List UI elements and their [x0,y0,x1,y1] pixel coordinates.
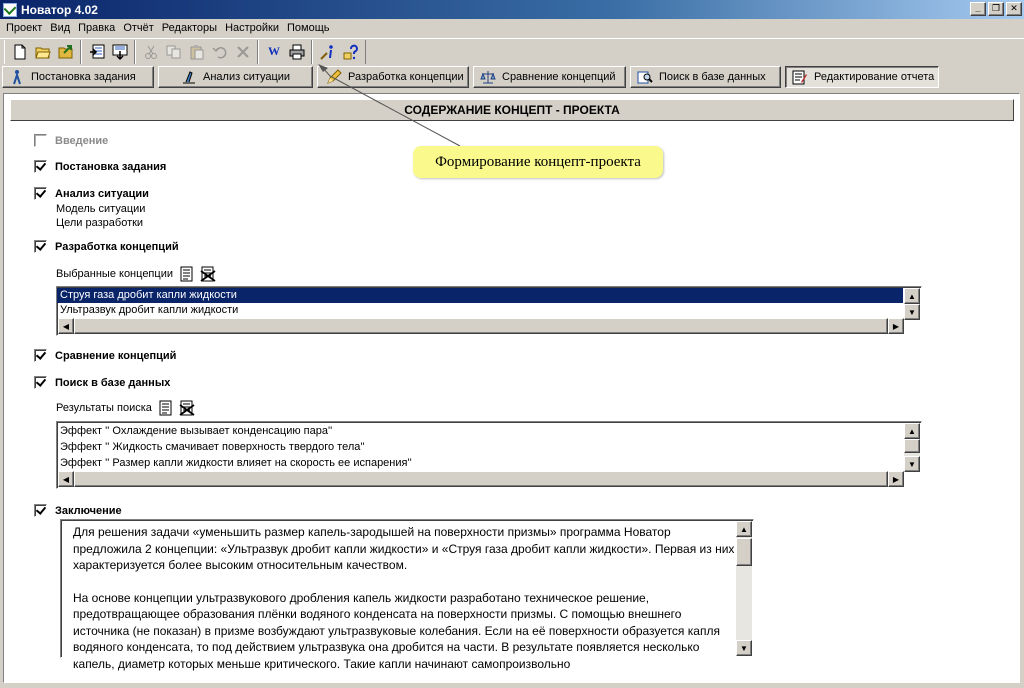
scroll-up-icon[interactable]: ▲ [904,288,920,304]
scroll-down-icon[interactable]: ▼ [736,640,752,656]
new-file-icon [12,44,28,60]
analysis-item-goals: Цели разработки [56,217,144,229]
menu-report[interactable]: Отчёт [123,22,154,34]
tab-database-search[interactable] [630,66,781,88]
comparison-label: Сравнение концепций [55,349,177,362]
open-button[interactable] [31,41,54,63]
concepts-label: Разработка концепций [55,240,179,253]
edit-tools [135,40,258,64]
undo-button[interactable] [208,41,231,63]
scroll-thumb[interactable] [736,538,752,566]
list-item[interactable]: Струя газа дробит капли жидкости [57,288,903,303]
delete-icon [235,44,251,60]
analysis-icon [181,69,197,85]
conclusion-textarea[interactable] [60,519,754,671]
list-item[interactable]: Эффект '' Размер капли жидкости влияет на скорость ее испарения'' [60,457,412,469]
close-button[interactable]: ✕ [1006,2,1022,16]
concepts-listbox[interactable] [56,286,922,336]
add-item-icon[interactable] [179,266,195,282]
concepts-list-label: Выбранные концепции [56,268,173,280]
scroll-up-icon[interactable]: ▲ [904,423,920,439]
search-section [34,376,170,389]
paste-icon [189,44,205,60]
menu-editors[interactable]: Редакторы [161,22,218,34]
analysis-section [34,187,149,200]
analysis-checkbox[interactable] [34,187,47,200]
conclusion-paragraph: Для решения задачи «уменьшить размер капель-зародышей на поверхности призмы» программа Новатор предложила 2 концепции: «Ультразвук дробит капли жидкости» и «Струя газа дробит капли жидкости». Первая из них характеризуется более высоким относительным качеством. [73,525,735,572]
analysis-label: Анализ ситуации [55,187,149,200]
add-result-icon[interactable] [158,400,174,416]
menu-bar [0,19,1024,37]
conclusion-label: Заключение [55,504,122,517]
app-icon [3,3,17,17]
scroll-thumb[interactable] [74,471,888,487]
window-controls [970,2,1022,16]
callout-annotation: Формирование концепт-проекта [413,146,663,178]
scroll-down-icon[interactable]: ▼ [904,456,920,472]
cut-icon [143,44,159,60]
minimize-button[interactable]: _ [970,2,986,16]
export-button[interactable] [85,41,108,63]
tab-analysis-label: Анализ ситуации [203,71,291,83]
menu-edit[interactable]: Правка [78,22,116,34]
save-icon [58,44,74,60]
scroll-left-icon[interactable]: ◀ [58,471,74,487]
search-results-header [56,400,195,416]
info-button[interactable] [316,41,339,63]
help-icon [343,44,359,60]
conclusion-checkbox[interactable] [34,504,47,517]
comparison-section [34,349,176,362]
search-results-listbox[interactable] [56,421,922,489]
concepts-horizontal-scrollbar[interactable] [58,318,904,334]
copy-button[interactable] [162,41,185,63]
import-button[interactable] [108,41,131,63]
scroll-thumb[interactable] [904,439,920,453]
remove-result-icon[interactable] [179,400,195,416]
intro-checkbox[interactable] [34,134,47,147]
menu-project[interactable]: Проект [6,22,43,34]
tab-report-editing[interactable] [785,66,939,88]
comparison-checkbox[interactable] [34,349,47,362]
concepts-section [34,240,179,253]
list-item[interactable]: Эффект '' Охлаждение вызывает конденсацию пара'' [60,425,333,437]
task-icon [9,69,25,85]
report-content-panel [3,93,1020,683]
tab-concept-development-label: Разработка концепции [348,71,464,83]
search-db-icon [637,69,653,85]
new-file-button[interactable] [8,41,31,63]
paste-button[interactable] [185,41,208,63]
concepts-vertical-scrollbar[interactable] [904,288,920,320]
tab-task-label: Постановка задания [31,71,136,83]
maximize-button[interactable]: ❐ [988,2,1004,16]
help-button[interactable] [339,41,362,63]
toolbar [0,38,1024,64]
save-button[interactable] [54,41,77,63]
scroll-left-icon[interactable]: ◀ [58,318,74,334]
exchange-tools [81,40,135,64]
tab-concept-comparison[interactable] [473,66,626,88]
import-icon [112,44,128,60]
tab-database-search-label: Поиск в базе данных [659,71,766,83]
file-tools [4,40,81,64]
search-vertical-scrollbar[interactable] [904,423,920,472]
task-section [34,160,166,173]
intro-label: Введение [55,134,109,147]
cut-button[interactable] [139,41,162,63]
menu-help[interactable]: Помощь [287,22,330,34]
title-bar [0,0,1024,19]
search-horizontal-scrollbar[interactable] [58,471,904,487]
undo-icon [212,44,228,60]
tab-report-editing-label: Редактирование отчета [814,71,935,83]
remove-item-icon[interactable] [200,266,216,282]
list-item[interactable]: Ультразвук дробит капли жидкости [60,304,239,316]
search-results-label: Результаты поиска [56,402,152,414]
report-tools [258,40,312,64]
intro-section [34,134,108,147]
word-export-letter: W [267,43,280,58]
tab-analysis[interactable] [158,66,313,88]
print-button[interactable] [285,41,308,63]
scroll-right-icon[interactable]: ▶ [888,318,904,334]
word-export-button[interactable] [262,41,285,63]
conclusion-text [73,524,735,688]
conclusion-section [34,504,122,517]
tab-task[interactable] [2,66,154,88]
help-tools [312,40,366,64]
menu-settings[interactable]: Настройки [225,22,279,34]
tab-concept-development[interactable] [317,66,469,88]
conclusion-paragraph: На основе концепции ультразвукового дробления капель жидкости разработано техническое решение, предотвращающее образования плёнки водяного конденсата на поверхности призмы. С помощью внешнего источника (не показан) в призме возбуждают ультразвуковые колебания. Если на её поверхности образуется капля водяного конденсата, то под действием ультразвука она дробится на части. В результате появляется несколько капель, диаметр которых меньше критического. Такие капли начинают самопроизвольно [73,590,720,671]
task-checkbox[interactable] [34,160,47,173]
export-icon [89,44,105,60]
list-item[interactable]: Эффект '' Жидкость смачивает поверхность твердого тела'' [60,441,365,453]
scroll-right-icon[interactable]: ▶ [888,471,904,487]
print-icon [289,44,305,60]
task-label: Постановка задания [55,160,167,173]
scales-icon [480,69,496,85]
pencil-icon [326,69,342,85]
analysis-item-model: Модель ситуации [56,203,146,215]
menu-view[interactable]: Вид [50,22,71,34]
scroll-up-icon[interactable]: ▲ [736,521,752,537]
delete-button[interactable] [231,41,254,63]
section-tabs [0,65,1024,89]
window-title: Новатор 4.02 [21,2,98,17]
copy-icon [166,44,182,60]
scroll-thumb[interactable] [74,318,888,334]
search-checkbox[interactable] [34,376,47,389]
tab-concept-comparison-label: Сравнение концепций [502,71,616,83]
conclusion-vertical-scrollbar[interactable] [736,521,752,656]
content-header: СОДЕРЖАНИЕ КОНЦЕПТ - ПРОЕКТА [10,99,1014,121]
concepts-list-header [56,266,216,282]
edit-report-icon [792,69,808,85]
open-folder-icon [35,44,51,60]
word-export-icon [266,44,282,60]
scroll-down-icon[interactable]: ▼ [904,304,920,320]
search-label: Поиск в базе данных [55,376,171,389]
concepts-checkbox[interactable] [34,240,47,253]
info-icon [320,44,336,60]
